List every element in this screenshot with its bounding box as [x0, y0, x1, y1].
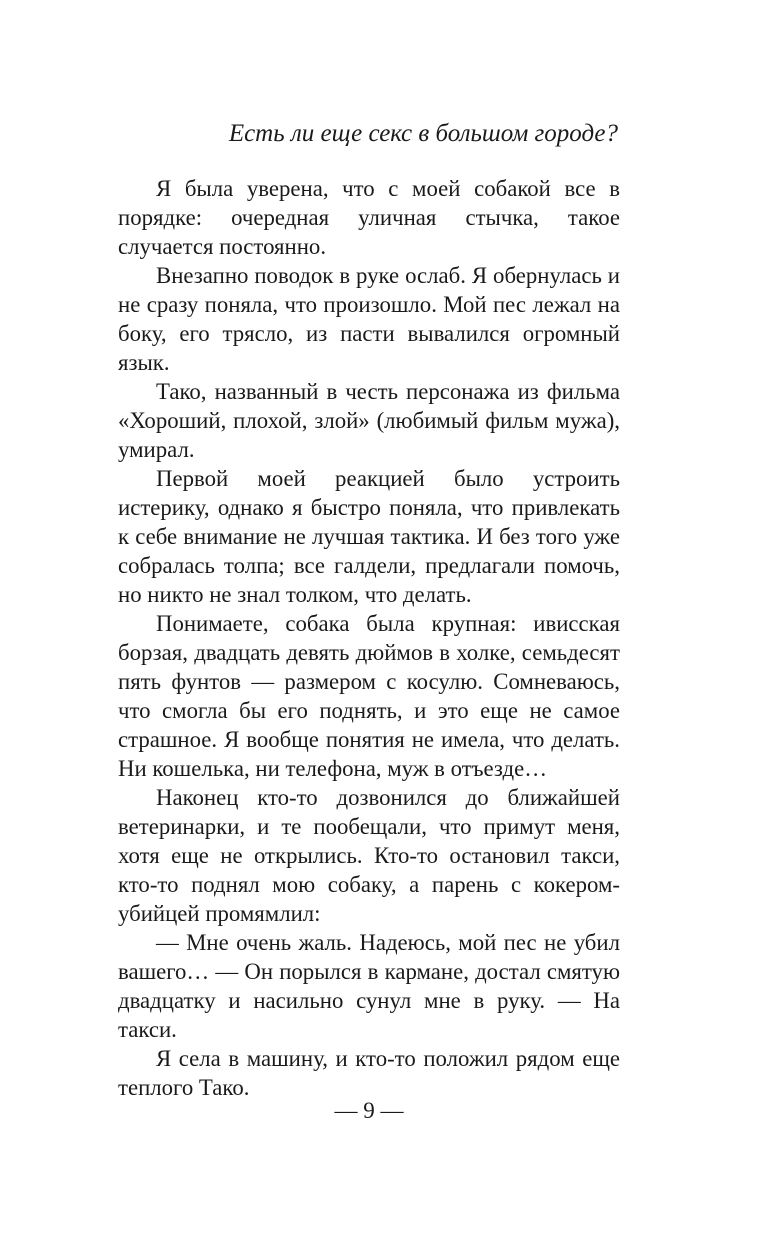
paragraph: Внезапно поводок в руке ослаб. Я обернулась и не сразу поняла, что произошло. Мой пес лежал на боку, его трясло, из пасти вывалился огромный язык. [118, 263, 620, 375]
paragraph: Первой моей реакцией было устроить истерику, однако я быстро поняла, что привлекать к себе внимание не лучшая тактика. И без того уже собралась толпа; все галдели, предлагали помочь, но никто не знал толком, что делать. [118, 466, 620, 607]
running-head: Есть ли еще секс в большом городе? [228, 120, 618, 147]
paragraph: Понимаете, собака была крупная: ивисская борзая, двадцать девять дюймов в холке, семьдесят пять фунтов — размером с косулю. Сомневаюсь, что смогла бы его поднять, и это еще не самое страшное. Я вообще понятия не имела, что делать. Ни кошелька, ни телефона, муж в отъезде… [118, 611, 620, 781]
page-number: — 9 — [334, 1098, 404, 1123]
body-text [118, 174, 620, 1102]
paragraph: — Мне очень жаль. Надеюсь, мой пес не убил вашего… — Он порылся в кармане, достал смятую двадцатку и насильно сунул мне в руку. — На такси. [118, 930, 620, 1042]
paragraph: Я села в машину, и кто-то положил рядом еще теплого Тако. [118, 1046, 620, 1100]
paragraph: Наконец кто-то дозвонился до ближайшей ветеринарки, и те пообещали, что примут меня, хотя еще не открылись. Кто-то остановил такси, кто-то поднял мою собаку, а парень с кокером-убийцей промямлил: [118, 785, 620, 926]
paragraph: Я была уверена, что с моей собакой все в порядке: очередная уличная стычка, такое случается постоянно. [118, 176, 620, 259]
paragraph: Тако, названный в честь персонажа из фильма «Хороший, плохой, злой» (любимый фильм мужа), умирал. [118, 379, 620, 462]
